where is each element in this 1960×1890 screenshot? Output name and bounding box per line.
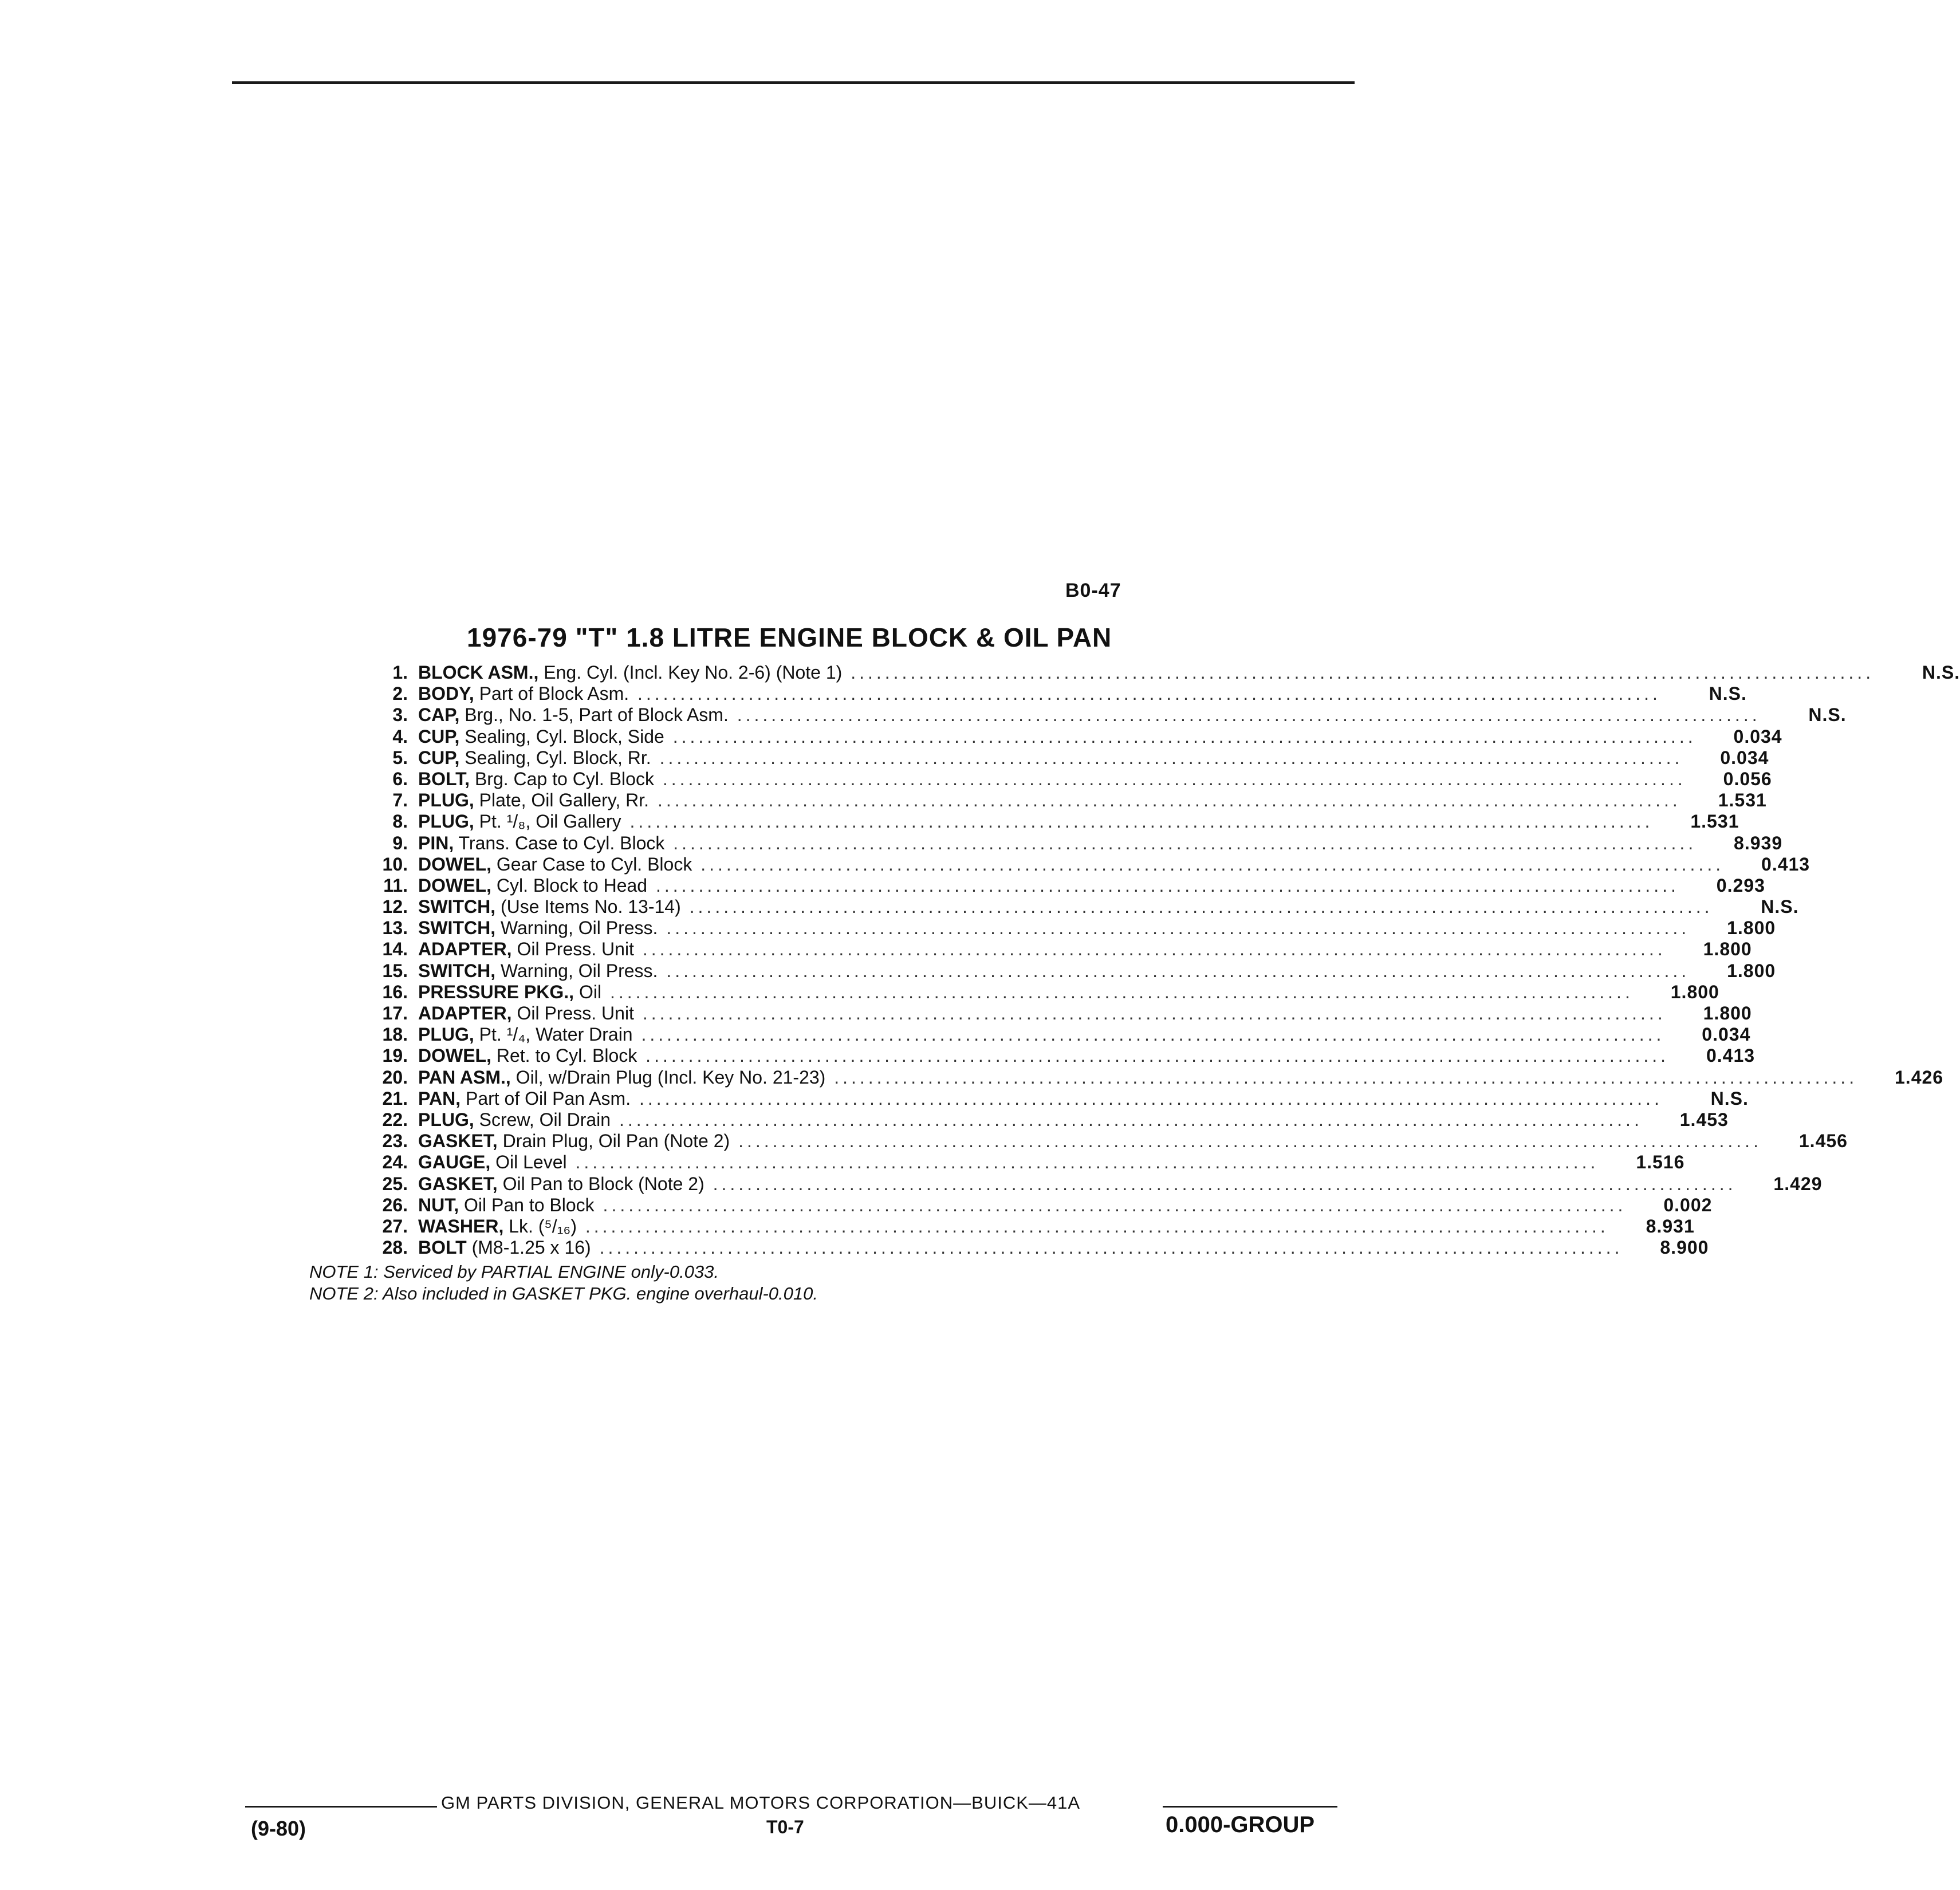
part-group-number: 1.456 — [1798, 1131, 1848, 1152]
part-name: BLOCK ASM., — [418, 662, 539, 683]
leader-dots: ........................................................................................................................ — [651, 747, 1683, 768]
part-description — [418, 1195, 1626, 1216]
part-key-number: 5. — [392, 747, 408, 768]
part-row — [361, 811, 1739, 832]
part-row — [361, 960, 1776, 982]
part-name: CAP, — [418, 704, 460, 726]
part-key-number: 16. — [382, 981, 408, 1002]
part-detail: Pt. ¹/₄, Water Drain — [474, 1024, 633, 1045]
part-key-number: 12. — [382, 896, 408, 918]
notes — [309, 1261, 818, 1305]
note-1: NOTE 1: Serviced by PARTIAL ENGINE only-0.033. — [309, 1262, 719, 1282]
part-group-number: 0.056 — [1723, 768, 1772, 789]
part-description — [418, 769, 1686, 790]
part-name: SWITCH, — [418, 960, 496, 981]
leader-dots: ........................................................................................................................ — [664, 726, 1697, 747]
footer-page-number: T0-7 — [766, 1817, 804, 1837]
part-detail: Trans. Case to Cyl. Block — [454, 832, 665, 853]
leader-dots: ........................................................................................................................ — [611, 1109, 1643, 1130]
part-description — [418, 726, 1697, 747]
part-group-number: 0.002 — [1663, 1194, 1713, 1215]
part-detail: Lk. (⁵/₁₆) — [503, 1215, 577, 1237]
part-key-number: 24. — [382, 1152, 408, 1173]
part-key-number: 20. — [382, 1066, 408, 1088]
part-group-number: 1.531 — [1690, 811, 1739, 832]
footer-group: 0.000-GROUP — [1166, 1812, 1315, 1837]
part-detail: (M8-1.25 x 16) — [466, 1237, 591, 1258]
part-description — [418, 854, 1724, 875]
part-name: DOWEL, — [418, 1045, 491, 1066]
part-row — [361, 875, 1765, 896]
part-name: CUP, — [418, 747, 460, 768]
part-description — [418, 790, 1681, 811]
part-group-number: N.S. — [1922, 662, 1960, 683]
part-group-number: 1.429 — [1773, 1173, 1823, 1194]
part-group-number: 1.800 — [1703, 1003, 1752, 1023]
part-name: BODY, — [418, 683, 474, 704]
part-name: GAUGE, — [418, 1152, 491, 1173]
part-key-number: 4. — [392, 726, 408, 747]
part-row — [361, 768, 1772, 790]
part-group-number: 1.516 — [1636, 1152, 1685, 1173]
leader-dots: ........................................................................................................................ — [566, 1152, 1599, 1173]
part-detail: Plate, Oil Gallery, Rr. — [474, 790, 650, 811]
part-detail: Gear Case to Cyl. Block — [491, 853, 692, 875]
part-detail: Ret. to Cyl. Block — [491, 1045, 637, 1066]
part-description — [418, 1109, 1643, 1131]
note-2: NOTE 2: Also included in GASKET PKG. engine overhaul-0.010. — [309, 1283, 818, 1304]
part-row — [361, 1131, 1848, 1152]
leader-dots: ........................................................................................................................ — [649, 790, 1681, 811]
part-key-number: 18. — [382, 1024, 408, 1045]
part-description — [418, 918, 1690, 939]
part-name: GASKET, — [418, 1131, 498, 1152]
part-row — [361, 704, 1847, 726]
part-detail: Part of Block Asm. — [474, 683, 629, 704]
part-name: BOLT — [418, 1237, 467, 1258]
part-description — [418, 1003, 1666, 1024]
leader-dots: ........................................................................................................................ — [728, 704, 1761, 726]
part-key-number: 22. — [382, 1109, 408, 1130]
part-row — [361, 683, 1747, 704]
part-description — [418, 896, 1713, 918]
leader-dots: ........................................................................................................................ — [680, 896, 1713, 918]
part-group-number: 1.800 — [1727, 918, 1776, 939]
part-detail: Oil Press. Unit — [511, 939, 634, 960]
part-description — [418, 1174, 1736, 1195]
part-row — [361, 1024, 1751, 1045]
leader-dots: ........................................................................................................................ — [704, 1173, 1737, 1194]
part-row — [361, 747, 1769, 769]
part-description — [418, 1067, 1857, 1088]
page-code: B0-47 — [1065, 580, 1121, 601]
part-row — [361, 1003, 1752, 1024]
part-name: WASHER, — [418, 1215, 504, 1237]
part-description — [418, 811, 1653, 832]
part-detail: Warning, Oil Press. — [495, 918, 658, 939]
part-description — [418, 1152, 1599, 1173]
part-key-number: 11. — [383, 875, 408, 896]
part-name: ADAPTER, — [418, 939, 512, 960]
part-group-number: 1.453 — [1679, 1109, 1729, 1130]
part-name: SWITCH, — [418, 918, 496, 939]
part-row — [361, 1237, 1709, 1258]
part-group-number: 0.413 — [1706, 1045, 1756, 1066]
part-detail: Eng. Cyl. (Incl. Key No. 2-6) (Note 1) — [538, 662, 843, 683]
leader-dots: ........................................................................................................................ — [825, 1066, 1858, 1088]
part-group-number: N.S. — [1761, 896, 1799, 918]
part-name: DOWEL, — [418, 875, 491, 896]
part-key-number: 26. — [382, 1194, 408, 1215]
part-name: PLUG, — [418, 811, 474, 832]
part-name: SWITCH, — [418, 896, 496, 918]
part-row — [361, 853, 1811, 875]
part-row — [361, 1152, 1685, 1173]
part-description — [418, 1237, 1623, 1258]
part-name: BOLT, — [418, 768, 470, 789]
part-group-number: 8.900 — [1660, 1237, 1709, 1258]
part-name: NUT, — [418, 1194, 459, 1215]
part-name: CUP, — [418, 726, 460, 747]
part-row — [361, 939, 1752, 960]
part-row — [361, 1088, 1749, 1109]
part-key-number: 8. — [392, 811, 408, 832]
part-key-number: 13. — [382, 918, 408, 939]
part-key-number: 21. — [382, 1088, 408, 1109]
part-key-number: 23. — [382, 1131, 408, 1152]
part-group-number: 1.800 — [1703, 939, 1752, 960]
part-detail: Cyl. Block to Head — [491, 875, 648, 896]
part-group-number: 1.426 — [1895, 1066, 1944, 1088]
part-key-number: 14. — [382, 939, 408, 960]
part-key-number: 2. — [392, 683, 408, 704]
part-detail: Brg. Cap to Cyl. Block — [470, 768, 654, 789]
part-detail: Oil Pan to Block — [459, 1194, 595, 1215]
leader-dots: ........................................................................................................................ — [591, 1237, 1623, 1258]
part-group-number: 0.413 — [1761, 853, 1811, 875]
part-key-number: 6. — [392, 768, 408, 789]
footer-rule-left — [245, 1806, 437, 1808]
footer-rule-right — [1163, 1806, 1337, 1808]
part-group-number: 8.939 — [1734, 832, 1783, 853]
part-group-number: 1.800 — [1670, 981, 1719, 1002]
part-group-number: 0.034 — [1702, 1024, 1751, 1045]
part-row — [361, 896, 1799, 918]
leader-dots: ........................................................................................................................ — [664, 832, 1697, 853]
part-description — [418, 939, 1666, 960]
part-name: PLUG, — [418, 1024, 474, 1045]
part-group-number: 8.931 — [1646, 1215, 1695, 1237]
leader-dots: ........................................................................................................................ — [601, 981, 1634, 1002]
part-group-number: N.S. — [1808, 704, 1847, 726]
part-detail: Oil Pan to Block (Note 2) — [497, 1173, 705, 1194]
part-detail: Screw, Oil Drain — [474, 1109, 611, 1130]
leader-dots: ........................................................................................................................ — [842, 662, 1875, 683]
leader-dots: ........................................................................................................................ — [658, 960, 1690, 981]
part-description — [418, 1045, 1669, 1066]
leader-dots: ........................................................................................................................ — [654, 768, 1686, 789]
part-description — [418, 704, 1761, 726]
part-name: PLUG, — [418, 790, 474, 811]
leader-dots: ........................................................................................................................ — [658, 918, 1690, 939]
leader-dots: ........................................................................................................................ — [594, 1194, 1627, 1215]
leader-dots: ........................................................................................................................ — [621, 811, 1654, 832]
part-name: ADAPTER, — [418, 1003, 512, 1023]
part-description — [418, 960, 1690, 982]
part-row — [361, 1194, 1713, 1216]
part-detail: Part of Oil Pan Asm. — [461, 1088, 631, 1109]
part-row — [361, 1045, 1756, 1066]
part-group-number: 0.293 — [1716, 875, 1765, 896]
part-detail: Sealing, Cyl. Block, Rr. — [459, 747, 651, 768]
top-rule — [232, 81, 1355, 84]
part-key-number: 15. — [382, 960, 408, 981]
leader-dots: ........................................................................................................................ — [576, 1215, 1609, 1237]
part-description — [418, 875, 1679, 896]
part-row — [361, 1109, 1729, 1131]
part-name: PRESSURE PKG., — [418, 981, 574, 1002]
part-name: PLUG, — [418, 1109, 474, 1130]
part-row — [361, 1066, 1944, 1088]
part-description — [418, 982, 1634, 1003]
part-key-number: 9. — [392, 832, 408, 853]
leader-dots: ........................................................................................................................ — [637, 1045, 1670, 1066]
part-row — [361, 1173, 1823, 1195]
leader-dots: ........................................................................................................................ — [633, 1003, 1666, 1023]
part-detail: Pt. ¹/₈, Oil Gallery — [474, 811, 621, 832]
leader-dots: ........................................................................................................................ — [632, 1024, 1665, 1045]
part-description — [418, 662, 1874, 683]
part-key-number: 25. — [382, 1173, 408, 1194]
part-key-number: 28. — [382, 1237, 408, 1258]
part-key-number: 3. — [392, 704, 408, 726]
part-description — [418, 833, 1697, 854]
part-name: DOWEL, — [418, 853, 491, 875]
part-group-number: 0.034 — [1720, 747, 1769, 768]
part-row — [361, 726, 1782, 747]
part-description — [418, 683, 1661, 704]
leader-dots: ........................................................................................................................ — [730, 1131, 1762, 1152]
footer-date: (9-80) — [251, 1817, 306, 1840]
part-detail: Oil Press. Unit — [511, 1003, 634, 1023]
part-key-number: 10. — [382, 853, 408, 875]
part-key-number: 7. — [392, 790, 408, 811]
leader-dots: ........................................................................................................................ — [647, 875, 1679, 896]
part-detail: Oil Level — [490, 1152, 567, 1173]
parts-list — [361, 662, 1960, 1258]
part-description — [418, 747, 1683, 769]
footer-publisher: GM PARTS DIVISION, GENERAL MOTORS CORPORATION—BUICK—41A — [441, 1793, 1081, 1813]
part-detail: Oil — [574, 981, 602, 1002]
part-row — [361, 918, 1776, 939]
part-key-number: 19. — [382, 1045, 408, 1066]
part-name: PAN, — [418, 1088, 461, 1109]
part-detail: Drain Plug, Oil Pan (Note 2) — [497, 1131, 730, 1152]
part-group-number: 0.034 — [1733, 726, 1782, 747]
part-description — [418, 1024, 1664, 1045]
part-row — [361, 832, 1783, 854]
part-detail: Warning, Oil Press. — [495, 960, 658, 981]
part-group-number: N.S. — [1709, 683, 1747, 704]
part-name: PIN, — [418, 832, 454, 853]
part-key-number: 27. — [382, 1215, 408, 1237]
part-row — [361, 981, 1719, 1003]
part-name: PAN ASM., — [418, 1066, 511, 1088]
part-description — [418, 1216, 1609, 1237]
part-key-number: 17. — [382, 1003, 408, 1023]
part-row — [361, 1215, 1695, 1237]
part-detail: Oil, w/Drain Plug (Incl. Key No. 21-23) — [510, 1066, 826, 1088]
part-row — [361, 790, 1767, 811]
part-key-number: 1. — [392, 662, 408, 683]
part-description — [418, 1131, 1762, 1152]
page-title: 1976-79 "T" 1.8 LITRE ENGINE BLOCK & OIL PAN — [467, 623, 1112, 652]
leader-dots: ........................................................................................................................ — [692, 853, 1725, 875]
part-group-number: 1.800 — [1727, 960, 1776, 981]
leader-dots: ........................................................................................................................ — [633, 939, 1666, 960]
part-detail: Sealing, Cyl. Block, Side — [459, 726, 664, 747]
leader-dots: ........................................................................................................................ — [629, 683, 1661, 704]
part-group-number: N.S. — [1710, 1088, 1749, 1109]
leader-dots: ........................................................................................................................ — [631, 1088, 1663, 1109]
part-name: GASKET, — [418, 1173, 498, 1194]
part-detail: Brg., No. 1-5, Part of Block Asm. — [459, 704, 729, 726]
part-group-number: 1.531 — [1718, 790, 1767, 811]
part-detail: (Use Items No. 13-14) — [495, 896, 681, 918]
part-description — [418, 1088, 1663, 1109]
part-row — [361, 662, 1960, 683]
